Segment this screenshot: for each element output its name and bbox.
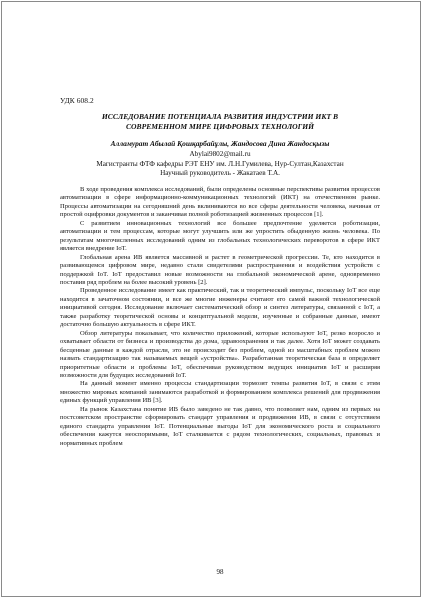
scientific-supervisor: Научный руководитель - Жакатаев Т.А. bbox=[160, 169, 280, 178]
author-email: Abylai9802@mail.ru bbox=[189, 150, 251, 158]
body-paragraph: В ходе проведения комплекса исследований, были определены основные перспективы развития процессов автоматизации в сфере информационно-коммуникационных технологий (ИКТ) на отечественном рынке. Процессы автоматизации на сегодняшний день вклиниваются во все сферы деятельности человека, начиная от простой оцифровки документов и заканчивая полной роботизацией жизненных процессов [1]. bbox=[60, 186, 380, 219]
page-number: 98 bbox=[216, 568, 224, 576]
author-names: Алламурат Абылай Қошқарбайұлы, Жандосова Дина Жандосқызы bbox=[110, 139, 330, 148]
author-info bbox=[60, 150, 380, 179]
body-paragraph: Обзор литературы показывает, что количество приложений, которые используют IoT, резко возросло и охватывает области от бизнеса и производства до дома, здравоохранения и так далее. Хотя IoT может создавать бесценные данные в каждой отрасли, это не происходит без проблем, одной из масштабных проблем можно назвать стандартизацию так называемых вещей «устройства». Разработанная теоретическая база в определяет приоритетные области и проблемы IoT, обеспечивая руководством ведущих инициатив IoT и расширяя возможности для будущих исследований IoT. bbox=[60, 329, 380, 379]
paper-title bbox=[60, 112, 380, 132]
paper-title-line: ИССЛЕДОВАНИЕ ПОТЕНЦИАЛА РАЗВИТИЯ ИНДУСТРИИ ИКТ В bbox=[101, 112, 339, 121]
body-paragraph: На данный момент именно процессы стандартизации тормозят темпы развития IoT, в связи с этим множество мировых компаний занимаются разработкой и формированием комплекса решений для продвижения единых функций управления ИВ [3]. bbox=[60, 380, 380, 405]
body-paragraph: Глобальная арена ИВ является массивной и растет в геометрической прогрессии. Те, кто находится в развивающемся цифровом мире, недавно стали свидетелями распространения и воздействия устройств с поддержкой IoT. IoT предоставил новые возможности на глобальной экономической арене, одновременно поставив ряд проблем на более высокий уровень [2]. bbox=[60, 253, 380, 286]
author-affiliation: Магистранты ФТФ кафедры РЭТ ЕНУ им. Л.Н.Гумилева, Нур-Султан,Казахстан bbox=[96, 159, 344, 168]
document-page bbox=[1, 1, 421, 597]
body-paragraph: С развитием инновационных технологий все большее предпочтение уделяется роботизации, автоматизации и тем процессам, которые могут улучшить или же упростить обыденную жизнь человека. По результатам многочисленных исследований одним из глобальных технологических переворотов в сфере ИКТ является внедрение IoT. bbox=[60, 219, 380, 253]
article-body bbox=[60, 186, 380, 448]
body-paragraph: На рынок Казахстана понятие ИВ было заведено не так давно, что позволяет нам, одним из первых на постсоветском пространстве сформировать стандарт управления и продвижения ИВ, в связи с отсутствием единого стандарта управления IoT. Потенциальные выгоды IoT для экономического роста и социального обеспечения кажутся неоспоримыми, IoT сталкивается с рядом технологических, социальных, правовых и нормативных проблем bbox=[60, 405, 380, 447]
udc-code: УДК 608.2 bbox=[60, 96, 94, 105]
body-paragraph: Проведенное исследование имеет как практический, так и теоретический импульс, поскольку IoT все еще находится в зачаточном состоянии, и все же многие инженеры считают его самой важной технологической инициативой сегодня. Исследование включает систематический обзор и синтез литературы, связанной с IoT, а также разработку теоретической основы и концептуальной модели, изученные и собранные данные, имеют достаточно большую актуальность в сфере ИКТ. bbox=[60, 287, 380, 329]
paper-title-line: СОВРЕМЕННОМ МИРЕ ЦИФРОВЫХ ТЕХНОЛОГИЙ bbox=[125, 122, 315, 131]
